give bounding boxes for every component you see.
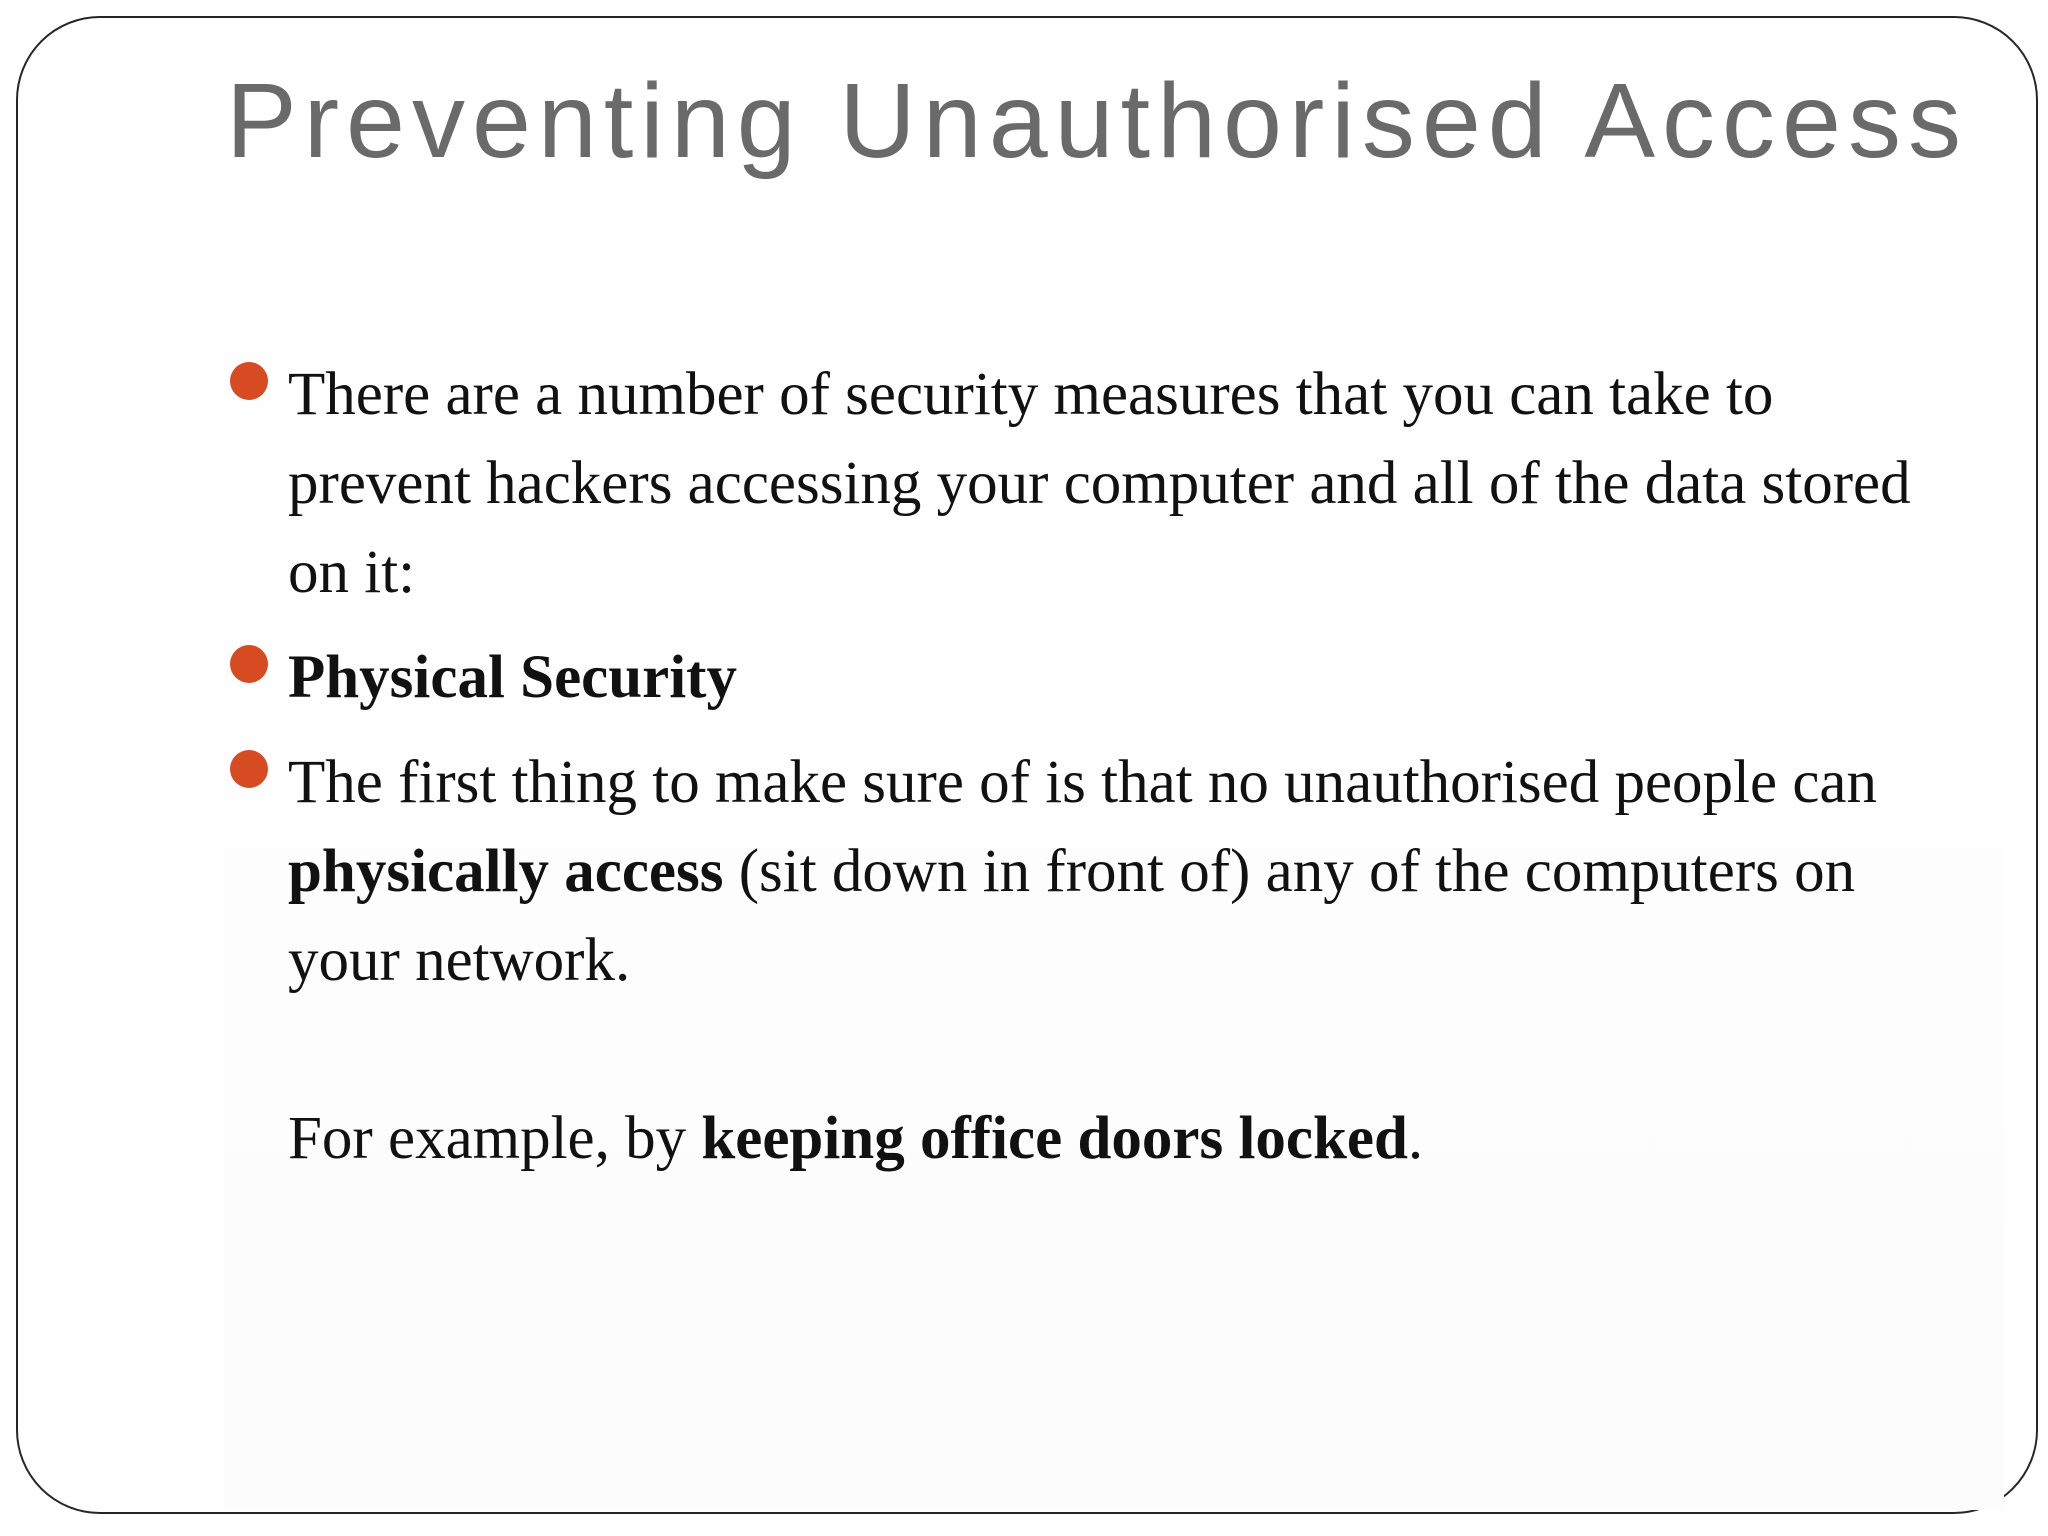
- bullet-dot-icon: [230, 645, 268, 683]
- bullet-item-body: [230, 738, 1930, 1183]
- bullet-text-body: [288, 749, 1877, 994]
- body-text-pre: The first thing to make sure of is that no unauthorised people can: [288, 749, 1877, 816]
- example-line: [288, 1094, 1930, 1183]
- example-text-bold: keeping office doors locked: [701, 1105, 1408, 1172]
- bullet-dot-icon: [230, 362, 268, 400]
- bullet-item-intro: [230, 350, 1930, 617]
- body-text-bold: physically access: [288, 838, 724, 905]
- bullet-item-heading: [230, 633, 1930, 722]
- body-text-post: (sit down in front of) any of the computers on your network.: [288, 838, 1856, 994]
- bullet-text-heading: Physical Security: [288, 644, 737, 711]
- bullet-list: [230, 350, 1930, 1199]
- example-text-pre: For example, by: [288, 1105, 702, 1172]
- example-text-post: .: [1407, 1105, 1424, 1172]
- slide-title: Preventing Unauthorised Access: [226, 62, 1968, 180]
- bullet-text-intro: There are a number of security measures that you can take to prevent hackers accessing your computer and all of the data stored on it:: [288, 361, 1911, 606]
- bullet-dot-icon: [230, 750, 268, 788]
